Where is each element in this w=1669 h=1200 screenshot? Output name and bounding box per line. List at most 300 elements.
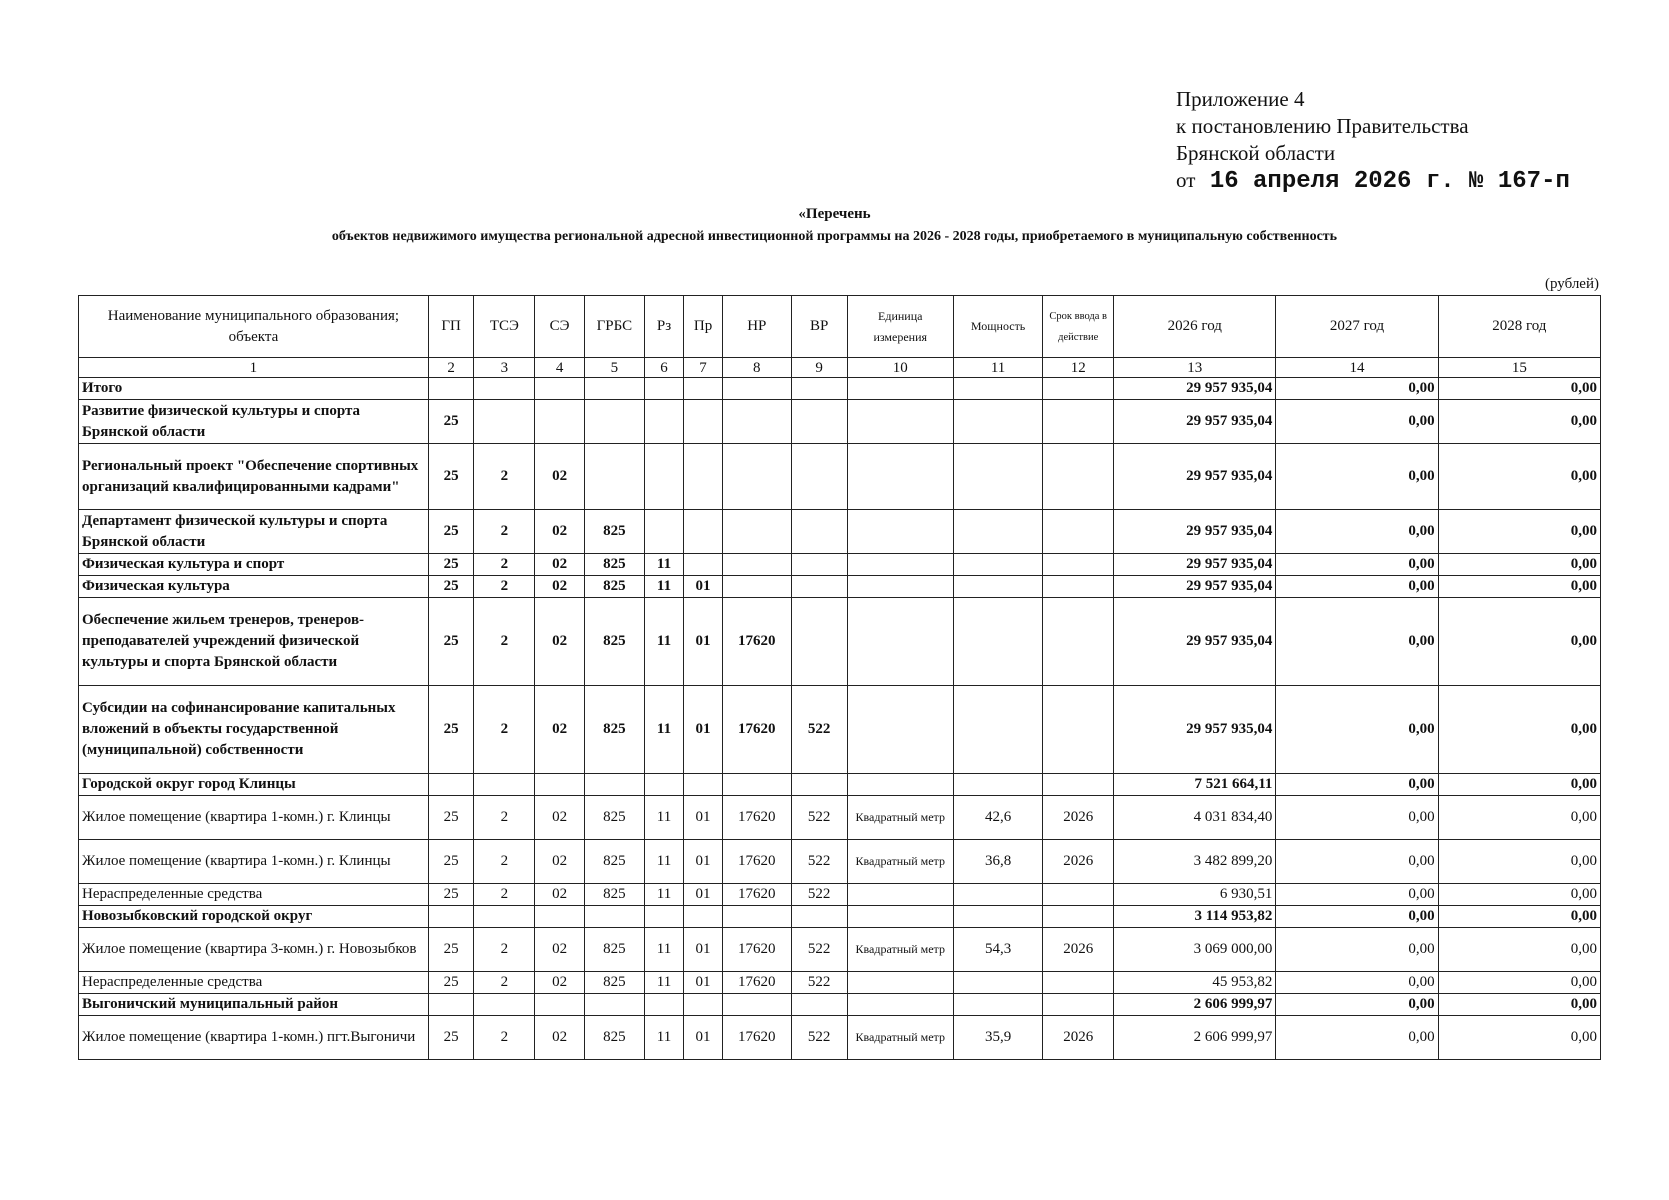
header-grbs: ГРБС bbox=[584, 296, 644, 358]
cell-se: 02 bbox=[535, 840, 585, 884]
cell-2027: 0,00 bbox=[1276, 906, 1438, 928]
cell-unit bbox=[847, 972, 953, 994]
cell-unit bbox=[847, 444, 953, 510]
cell-unit bbox=[847, 774, 953, 796]
cell-2027: 0,00 bbox=[1276, 378, 1438, 400]
cell-se: 02 bbox=[535, 928, 585, 972]
row-name: Региональный проект "Обеспечение спортивных организаций квалифицированными кадрами" bbox=[79, 444, 429, 510]
row-name: Жилое помещение (квартира 1-комн.) г. Клинцы bbox=[79, 796, 429, 840]
cell-2027: 0,00 bbox=[1276, 598, 1438, 686]
cell-vr: 522 bbox=[791, 686, 847, 774]
row-name: Обеспечение жильем тренеров, тренеров-преподавателей учреждений физической культуры и спорта Брянской области bbox=[79, 598, 429, 686]
cell-vr bbox=[791, 378, 847, 400]
cell-vr: 522 bbox=[791, 840, 847, 884]
cell-se: 02 bbox=[535, 796, 585, 840]
cell-grbs: 825 bbox=[584, 598, 644, 686]
cell-tse bbox=[474, 378, 535, 400]
cell-power bbox=[953, 598, 1042, 686]
cell-power bbox=[953, 554, 1042, 576]
cell-nr bbox=[722, 906, 791, 928]
cell-unit bbox=[847, 554, 953, 576]
column-number: 9 bbox=[791, 358, 847, 378]
cell-tse: 2 bbox=[474, 884, 535, 906]
cell-nr bbox=[722, 400, 791, 444]
row-name: Физическая культура bbox=[79, 576, 429, 598]
cell-gp: 25 bbox=[428, 444, 474, 510]
cell-term bbox=[1043, 994, 1114, 1016]
cell-nr: 17620 bbox=[722, 796, 791, 840]
cell-gp: 25 bbox=[428, 686, 474, 774]
header-pr: Пр bbox=[684, 296, 723, 358]
cell-nr bbox=[722, 444, 791, 510]
row-name: Жилое помещение (квартира 1-комн.) пгт.Выгоничи bbox=[79, 1016, 429, 1060]
cell-grbs bbox=[584, 378, 644, 400]
header-term: Срок ввода в действие bbox=[1043, 296, 1114, 358]
cell-gp: 25 bbox=[428, 554, 474, 576]
cell-vr: 522 bbox=[791, 1016, 847, 1060]
table-row bbox=[79, 554, 1601, 576]
table-row bbox=[79, 840, 1601, 884]
cell-tse bbox=[474, 400, 535, 444]
cell-2028: 0,00 bbox=[1438, 576, 1600, 598]
cell-nr: 17620 bbox=[722, 928, 791, 972]
cell-rz: 11 bbox=[644, 972, 684, 994]
cell-2028: 0,00 bbox=[1438, 928, 1600, 972]
cell-grbs bbox=[584, 994, 644, 1016]
cell-power bbox=[953, 510, 1042, 554]
cell-term bbox=[1043, 400, 1114, 444]
cell-nr bbox=[722, 774, 791, 796]
cell-gp bbox=[428, 774, 474, 796]
cell-power: 36,8 bbox=[953, 840, 1042, 884]
cell-2027: 0,00 bbox=[1276, 796, 1438, 840]
cell-nr: 17620 bbox=[722, 840, 791, 884]
cell-2027: 0,00 bbox=[1276, 884, 1438, 906]
cell-pr: 01 bbox=[684, 1016, 723, 1060]
column-number: 14 bbox=[1276, 358, 1438, 378]
cell-power bbox=[953, 906, 1042, 928]
cell-power bbox=[953, 378, 1042, 400]
cell-se: 02 bbox=[535, 576, 585, 598]
row-name: Итого bbox=[79, 378, 429, 400]
table-row bbox=[79, 510, 1601, 554]
cell-rz: 11 bbox=[644, 554, 684, 576]
cell-power bbox=[953, 994, 1042, 1016]
cell-gp: 25 bbox=[428, 400, 474, 444]
cell-term bbox=[1043, 774, 1114, 796]
table-row bbox=[79, 444, 1601, 510]
row-name: Субсидии на софинансирование капитальных вложений в объекты государственной (муниципальной) собственности bbox=[79, 686, 429, 774]
cell-pr bbox=[684, 400, 723, 444]
cell-unit bbox=[847, 400, 953, 444]
cell-term bbox=[1043, 906, 1114, 928]
cell-grbs: 825 bbox=[584, 576, 644, 598]
cell-2026: 29 957 935,04 bbox=[1114, 554, 1276, 576]
cell-2026: 3 114 953,82 bbox=[1114, 906, 1276, 928]
cell-2028: 0,00 bbox=[1438, 994, 1600, 1016]
cell-se bbox=[535, 906, 585, 928]
cell-2028: 0,00 bbox=[1438, 774, 1600, 796]
cell-rz: 11 bbox=[644, 686, 684, 774]
cell-2028: 0,00 bbox=[1438, 796, 1600, 840]
cell-2027: 0,00 bbox=[1276, 774, 1438, 796]
cell-2026: 2 606 999,97 bbox=[1114, 994, 1276, 1016]
table-row bbox=[79, 378, 1601, 400]
cell-se: 02 bbox=[535, 510, 585, 554]
cell-rz: 11 bbox=[644, 840, 684, 884]
cell-gp: 25 bbox=[428, 840, 474, 884]
table-row bbox=[79, 972, 1601, 994]
cell-grbs bbox=[584, 400, 644, 444]
cell-pr bbox=[684, 906, 723, 928]
header-nr: НР bbox=[722, 296, 791, 358]
cell-tse: 2 bbox=[474, 510, 535, 554]
cell-nr: 17620 bbox=[722, 686, 791, 774]
row-name: Физическая культура и спорт bbox=[79, 554, 429, 576]
cell-se: 02 bbox=[535, 598, 585, 686]
table-row bbox=[79, 928, 1601, 972]
column-number: 6 bbox=[644, 358, 684, 378]
appendix-block bbox=[1176, 86, 1570, 195]
cell-tse: 2 bbox=[474, 686, 535, 774]
cell-nr bbox=[722, 378, 791, 400]
cell-vr: 522 bbox=[791, 884, 847, 906]
cell-rz: 11 bbox=[644, 576, 684, 598]
table-header-row bbox=[79, 296, 1601, 358]
header-2028: 2028 год bbox=[1438, 296, 1600, 358]
cell-nr bbox=[722, 554, 791, 576]
cell-unit: Квадратный метр bbox=[847, 840, 953, 884]
cell-grbs bbox=[584, 774, 644, 796]
cell-vr: 522 bbox=[791, 972, 847, 994]
row-name: Новозыбковский городской округ bbox=[79, 906, 429, 928]
column-number-row bbox=[79, 358, 1601, 378]
cell-gp: 25 bbox=[428, 796, 474, 840]
cell-vr bbox=[791, 444, 847, 510]
cell-pr: 01 bbox=[684, 840, 723, 884]
cell-se: 02 bbox=[535, 686, 585, 774]
cell-2028: 0,00 bbox=[1438, 906, 1600, 928]
cell-2028: 0,00 bbox=[1438, 884, 1600, 906]
cell-rz: 11 bbox=[644, 928, 684, 972]
table-row bbox=[79, 1016, 1601, 1060]
cell-vr bbox=[791, 774, 847, 796]
cell-2028: 0,00 bbox=[1438, 1016, 1600, 1060]
cell-pr bbox=[684, 378, 723, 400]
row-name: Нераспределенные средства bbox=[79, 972, 429, 994]
cell-2028: 0,00 bbox=[1438, 510, 1600, 554]
header-2026: 2026 год bbox=[1114, 296, 1276, 358]
cell-term bbox=[1043, 378, 1114, 400]
cell-unit bbox=[847, 378, 953, 400]
cell-vr bbox=[791, 400, 847, 444]
cell-power bbox=[953, 400, 1042, 444]
cell-term bbox=[1043, 554, 1114, 576]
cell-vr bbox=[791, 906, 847, 928]
cell-nr bbox=[722, 510, 791, 554]
row-name: Развитие физической культуры и спорта Брянской области bbox=[79, 400, 429, 444]
cell-power bbox=[953, 774, 1042, 796]
cell-power: 54,3 bbox=[953, 928, 1042, 972]
cell-term bbox=[1043, 598, 1114, 686]
cell-pr: 01 bbox=[684, 686, 723, 774]
cell-se bbox=[535, 378, 585, 400]
cell-2028: 0,00 bbox=[1438, 840, 1600, 884]
cell-2026: 29 957 935,04 bbox=[1114, 686, 1276, 774]
cell-term: 2026 bbox=[1043, 796, 1114, 840]
cell-unit bbox=[847, 598, 953, 686]
cell-power bbox=[953, 884, 1042, 906]
cell-2026: 6 930,51 bbox=[1114, 884, 1276, 906]
cell-2028: 0,00 bbox=[1438, 598, 1600, 686]
cell-gp: 25 bbox=[428, 972, 474, 994]
row-name: Городской округ город Клинцы bbox=[79, 774, 429, 796]
column-number: 12 bbox=[1043, 358, 1114, 378]
cell-pr: 01 bbox=[684, 576, 723, 598]
cell-rz bbox=[644, 994, 684, 1016]
cell-power: 42,6 bbox=[953, 796, 1042, 840]
cell-rz bbox=[644, 906, 684, 928]
cell-se bbox=[535, 400, 585, 444]
cell-gp: 25 bbox=[428, 928, 474, 972]
cell-se: 02 bbox=[535, 554, 585, 576]
cell-2026: 29 957 935,04 bbox=[1114, 444, 1276, 510]
header-rz: Рз bbox=[644, 296, 684, 358]
cell-se bbox=[535, 774, 585, 796]
cell-se: 02 bbox=[535, 884, 585, 906]
cell-se: 02 bbox=[535, 1016, 585, 1060]
document-subtitle: объектов недвижимого имущества региональной адресной инвестиционной программы на 2026 - 2028 годы, приобретаемого в муниципальную собственность bbox=[331, 229, 1338, 244]
header-tse: ТСЭ bbox=[474, 296, 535, 358]
cell-nr: 17620 bbox=[722, 1016, 791, 1060]
cell-rz: 11 bbox=[644, 1016, 684, 1060]
cell-unit bbox=[847, 576, 953, 598]
cell-tse bbox=[474, 994, 535, 1016]
cell-2028: 0,00 bbox=[1438, 554, 1600, 576]
cell-2026: 2 606 999,97 bbox=[1114, 1016, 1276, 1060]
header-power: Мощность bbox=[953, 296, 1042, 358]
cell-2027: 0,00 bbox=[1276, 928, 1438, 972]
cell-tse: 2 bbox=[474, 928, 535, 972]
cell-2026: 29 957 935,04 bbox=[1114, 400, 1276, 444]
header-2027: 2027 год bbox=[1276, 296, 1438, 358]
cell-2027: 0,00 bbox=[1276, 972, 1438, 994]
table-row bbox=[79, 576, 1601, 598]
cell-2027: 0,00 bbox=[1276, 840, 1438, 884]
appendix-line-1: Приложение 4 bbox=[1176, 87, 1305, 111]
cell-nr bbox=[722, 576, 791, 598]
cell-unit: Квадратный метр bbox=[847, 1016, 953, 1060]
cell-tse: 2 bbox=[474, 576, 535, 598]
cell-grbs: 825 bbox=[584, 510, 644, 554]
cell-gp: 25 bbox=[428, 510, 474, 554]
cell-unit bbox=[847, 994, 953, 1016]
cell-tse: 2 bbox=[474, 598, 535, 686]
cell-gp bbox=[428, 994, 474, 1016]
cell-rz bbox=[644, 774, 684, 796]
cell-unit bbox=[847, 884, 953, 906]
cell-nr: 17620 bbox=[722, 598, 791, 686]
table-row bbox=[79, 796, 1601, 840]
column-number: 4 bbox=[535, 358, 585, 378]
cell-power bbox=[953, 576, 1042, 598]
cell-grbs: 825 bbox=[584, 686, 644, 774]
cell-gp bbox=[428, 378, 474, 400]
cell-unit bbox=[847, 906, 953, 928]
row-name: Департамент физической культуры и спорта Брянской области bbox=[79, 510, 429, 554]
cell-term bbox=[1043, 576, 1114, 598]
cell-grbs: 825 bbox=[584, 554, 644, 576]
cell-grbs: 825 bbox=[584, 884, 644, 906]
cell-2026: 29 957 935,04 bbox=[1114, 598, 1276, 686]
cell-tse: 2 bbox=[474, 554, 535, 576]
cell-rz: 11 bbox=[644, 796, 684, 840]
cell-unit: Квадратный метр bbox=[847, 928, 953, 972]
column-number: 1 bbox=[79, 358, 429, 378]
cell-nr: 17620 bbox=[722, 884, 791, 906]
cell-pr bbox=[684, 444, 723, 510]
cell-2026: 4 031 834,40 bbox=[1114, 796, 1276, 840]
row-name: Нераспределенные средства bbox=[79, 884, 429, 906]
header-name: Наименование муниципального образования; объекта bbox=[79, 296, 429, 358]
cell-2028: 0,00 bbox=[1438, 444, 1600, 510]
table-row bbox=[79, 884, 1601, 906]
header-se: СЭ bbox=[535, 296, 585, 358]
cell-nr bbox=[722, 994, 791, 1016]
table-row bbox=[79, 906, 1601, 928]
cell-term bbox=[1043, 444, 1114, 510]
cell-2028: 0,00 bbox=[1438, 400, 1600, 444]
cell-vr: 522 bbox=[791, 796, 847, 840]
cell-pr bbox=[684, 774, 723, 796]
cell-gp: 25 bbox=[428, 598, 474, 686]
header-vr: ВР bbox=[791, 296, 847, 358]
table-body bbox=[79, 378, 1601, 1060]
cell-rz bbox=[644, 400, 684, 444]
cell-pr bbox=[684, 510, 723, 554]
units-label: (рублей) bbox=[1544, 276, 1599, 292]
cell-2026: 45 953,82 bbox=[1114, 972, 1276, 994]
cell-vr bbox=[791, 554, 847, 576]
column-number: 11 bbox=[953, 358, 1042, 378]
cell-2026: 29 957 935,04 bbox=[1114, 576, 1276, 598]
column-number: 8 bbox=[722, 358, 791, 378]
cell-2028: 0,00 bbox=[1438, 378, 1600, 400]
cell-pr: 01 bbox=[684, 972, 723, 994]
column-number: 2 bbox=[428, 358, 474, 378]
cell-power bbox=[953, 686, 1042, 774]
cell-2027: 0,00 bbox=[1276, 1016, 1438, 1060]
column-number: 10 bbox=[847, 358, 953, 378]
cell-grbs: 825 bbox=[584, 972, 644, 994]
cell-tse: 2 bbox=[474, 1016, 535, 1060]
cell-pr: 01 bbox=[684, 598, 723, 686]
cell-se: 02 bbox=[535, 444, 585, 510]
cell-tse: 2 bbox=[474, 444, 535, 510]
cell-2026: 3 069 000,00 bbox=[1114, 928, 1276, 972]
cell-vr bbox=[791, 598, 847, 686]
cell-grbs: 825 bbox=[584, 1016, 644, 1060]
cell-term: 2026 bbox=[1043, 840, 1114, 884]
cell-term bbox=[1043, 884, 1114, 906]
cell-vr bbox=[791, 510, 847, 554]
cell-term bbox=[1043, 686, 1114, 774]
cell-grbs bbox=[584, 906, 644, 928]
table-row bbox=[79, 400, 1601, 444]
cell-term bbox=[1043, 510, 1114, 554]
cell-gp: 25 bbox=[428, 1016, 474, 1060]
cell-grbs bbox=[584, 444, 644, 510]
table-row bbox=[79, 774, 1601, 796]
cell-pr bbox=[684, 554, 723, 576]
cell-2028: 0,00 bbox=[1438, 972, 1600, 994]
appendix-date-prefix: от bbox=[1176, 168, 1196, 192]
row-name: Жилое помещение (квартира 1-комн.) г. Клинцы bbox=[79, 840, 429, 884]
cell-tse: 2 bbox=[474, 840, 535, 884]
cell-power bbox=[953, 444, 1042, 510]
appendix-date: 16 апреля 2026 г. № 167-п bbox=[1209, 168, 1570, 195]
cell-pr bbox=[684, 994, 723, 1016]
document-title: «Перечень bbox=[798, 206, 871, 222]
cell-unit bbox=[847, 686, 953, 774]
cell-tse bbox=[474, 774, 535, 796]
cell-rz bbox=[644, 444, 684, 510]
cell-se bbox=[535, 994, 585, 1016]
cell-grbs: 825 bbox=[584, 796, 644, 840]
column-number: 5 bbox=[584, 358, 644, 378]
column-number: 3 bbox=[474, 358, 535, 378]
cell-tse: 2 bbox=[474, 796, 535, 840]
cell-vr bbox=[791, 994, 847, 1016]
cell-gp: 25 bbox=[428, 884, 474, 906]
cell-vr bbox=[791, 576, 847, 598]
row-name: Выгоничский муниципальный район bbox=[79, 994, 429, 1016]
cell-unit bbox=[847, 510, 953, 554]
cell-rz bbox=[644, 378, 684, 400]
cell-2027: 0,00 bbox=[1276, 576, 1438, 598]
cell-gp: 25 bbox=[428, 576, 474, 598]
cell-se: 02 bbox=[535, 972, 585, 994]
cell-2028: 0,00 bbox=[1438, 686, 1600, 774]
cell-grbs: 825 bbox=[584, 840, 644, 884]
cell-pr: 01 bbox=[684, 928, 723, 972]
cell-term: 2026 bbox=[1043, 1016, 1114, 1060]
cell-unit: Квадратный метр bbox=[847, 796, 953, 840]
column-number: 15 bbox=[1438, 358, 1600, 378]
table-row bbox=[79, 598, 1601, 686]
table-row bbox=[79, 686, 1601, 774]
cell-2027: 0,00 bbox=[1276, 510, 1438, 554]
appendix-date-line bbox=[1176, 167, 1570, 195]
cell-2027: 0,00 bbox=[1276, 686, 1438, 774]
appendix-line-2: к постановлению Правительства bbox=[1176, 114, 1469, 138]
cell-grbs: 825 bbox=[584, 928, 644, 972]
cell-rz bbox=[644, 510, 684, 554]
cell-2027: 0,00 bbox=[1276, 994, 1438, 1016]
column-number: 13 bbox=[1114, 358, 1276, 378]
cell-2027: 0,00 bbox=[1276, 400, 1438, 444]
cell-rz: 11 bbox=[644, 598, 684, 686]
cell-term bbox=[1043, 972, 1114, 994]
cell-tse: 2 bbox=[474, 972, 535, 994]
appendix-line-3: Брянской области bbox=[1176, 141, 1336, 165]
investment-table bbox=[78, 295, 1601, 1060]
cell-2026: 3 482 899,20 bbox=[1114, 840, 1276, 884]
cell-2026: 29 957 935,04 bbox=[1114, 510, 1276, 554]
header-gp: ГП bbox=[428, 296, 474, 358]
cell-rz: 11 bbox=[644, 884, 684, 906]
cell-gp bbox=[428, 906, 474, 928]
